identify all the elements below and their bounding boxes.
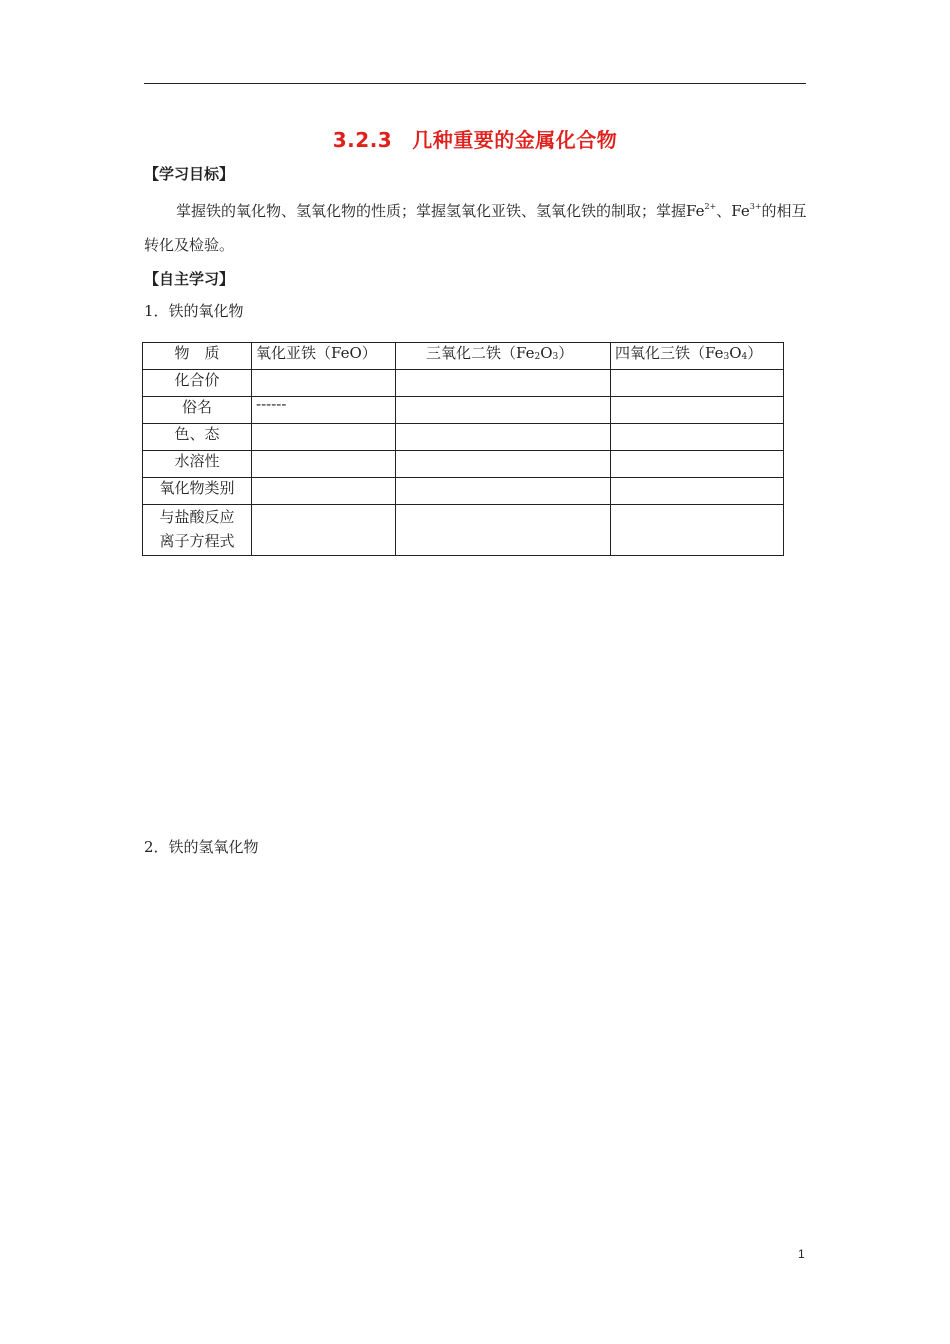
objectives-paragraph	[144, 190, 808, 262]
item-iron-oxides: 1．铁的氧化物	[144, 302, 244, 320]
table-row	[143, 397, 784, 424]
page-number: 1	[798, 1247, 805, 1261]
objectives-text-a: 掌握铁的氧化物、氢氧化物的性质；掌握氢氧化亚铁、氢氧化铁的制取；掌握Fe	[176, 202, 705, 220]
self-study-heading: 【自主学习】	[144, 270, 235, 288]
table-header-row	[143, 343, 784, 370]
feo-common-name: ------	[252, 397, 396, 424]
row-label-color-state: 色、态	[143, 424, 252, 451]
table-row	[143, 370, 784, 397]
item-iron-hydroxides: 2．铁的氢氧化物	[144, 838, 259, 856]
row-label-common-name: 俗名	[143, 397, 252, 424]
fe3plus-charge: 3+	[749, 202, 762, 211]
header-fe2o3: 三氧化二铁$(Fe_2O_3)$	[396, 343, 611, 370]
table-row	[143, 451, 784, 478]
header-fe3o4: 四氧化三铁$(Fe_3O_4)$	[611, 343, 784, 370]
fe2plus-charge: 2+	[704, 202, 717, 211]
row-label-valence: 化合价	[143, 370, 252, 397]
row-label-hcl-reaction: 与盐酸反应 离子方程式	[143, 505, 252, 556]
header-substance: 物 质	[143, 343, 252, 370]
page-title	[0, 124, 950, 153]
header-feo: 氧化亚铁（FeO）	[252, 343, 396, 370]
title-text: 几种重要的金属化合物	[412, 128, 618, 152]
row-label-oxide-type: 氧化物类别	[143, 478, 252, 505]
objectives-text-b: 、Fe	[716, 202, 750, 220]
iron-oxides-table	[142, 342, 784, 556]
header-rule	[144, 83, 806, 84]
table-row	[143, 505, 784, 556]
row-label-solubility: 水溶性	[143, 451, 252, 478]
objectives-heading: 【学习目标】	[144, 165, 235, 183]
table-row	[143, 478, 784, 505]
title-number: 3.2.3	[332, 128, 393, 152]
objectives-text-c: 的相互转化及检验。	[144, 202, 807, 254]
table-row	[143, 424, 784, 451]
